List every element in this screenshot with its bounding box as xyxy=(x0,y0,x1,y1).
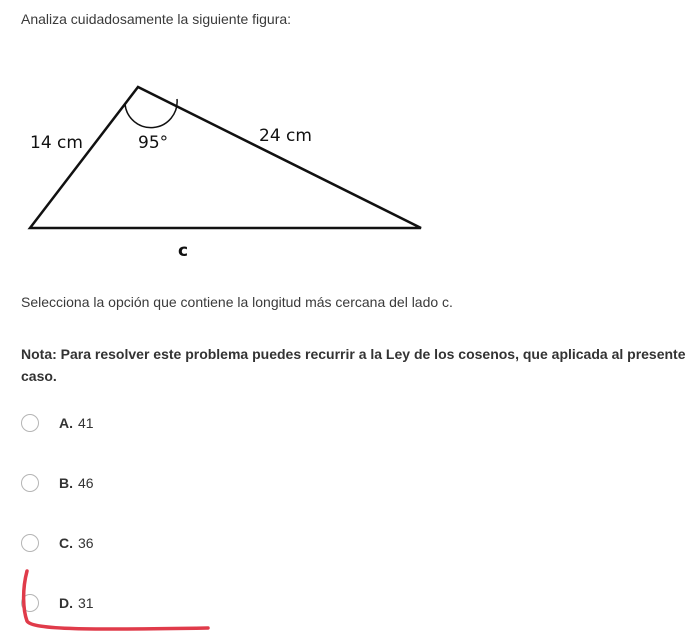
option-b-value: 46 xyxy=(78,475,94,491)
radio-button-d[interactable] xyxy=(21,594,39,612)
option-c-letter: C. xyxy=(59,535,73,551)
option-a-letter: A. xyxy=(59,415,73,431)
instruction-text: Analiza cuidadosamente la siguiente figura: xyxy=(21,11,292,27)
option-d-value: 31 xyxy=(78,595,94,611)
radio-button-a[interactable] xyxy=(21,414,39,432)
option-d-letter: D. xyxy=(59,595,73,611)
option-b[interactable] xyxy=(21,471,94,495)
option-b-letter: B. xyxy=(59,475,73,491)
question-text: Selecciona la opción que contiene la longitud más cercana del lado c. xyxy=(21,294,453,310)
option-c-value: 36 xyxy=(78,535,94,551)
option-c[interactable] xyxy=(21,531,94,555)
option-a[interactable] xyxy=(21,411,94,435)
option-d[interactable] xyxy=(21,591,94,615)
radio-button-b[interactable] xyxy=(21,474,39,492)
angle-label: 95° xyxy=(138,133,169,153)
base-label: c xyxy=(178,241,189,261)
note-text: Nota: Para resolver este problema puedes recurrir a la Ley de los cosenos, que aplicada al presente caso. xyxy=(21,346,686,384)
triangle-figure xyxy=(0,0,695,280)
radio-button-c[interactable] xyxy=(21,534,39,552)
side-label-right: 24 cm xyxy=(259,126,312,146)
triangle-shape xyxy=(30,87,421,228)
side-label-left: 14 cm xyxy=(30,133,83,153)
option-a-value: 41 xyxy=(78,415,94,431)
